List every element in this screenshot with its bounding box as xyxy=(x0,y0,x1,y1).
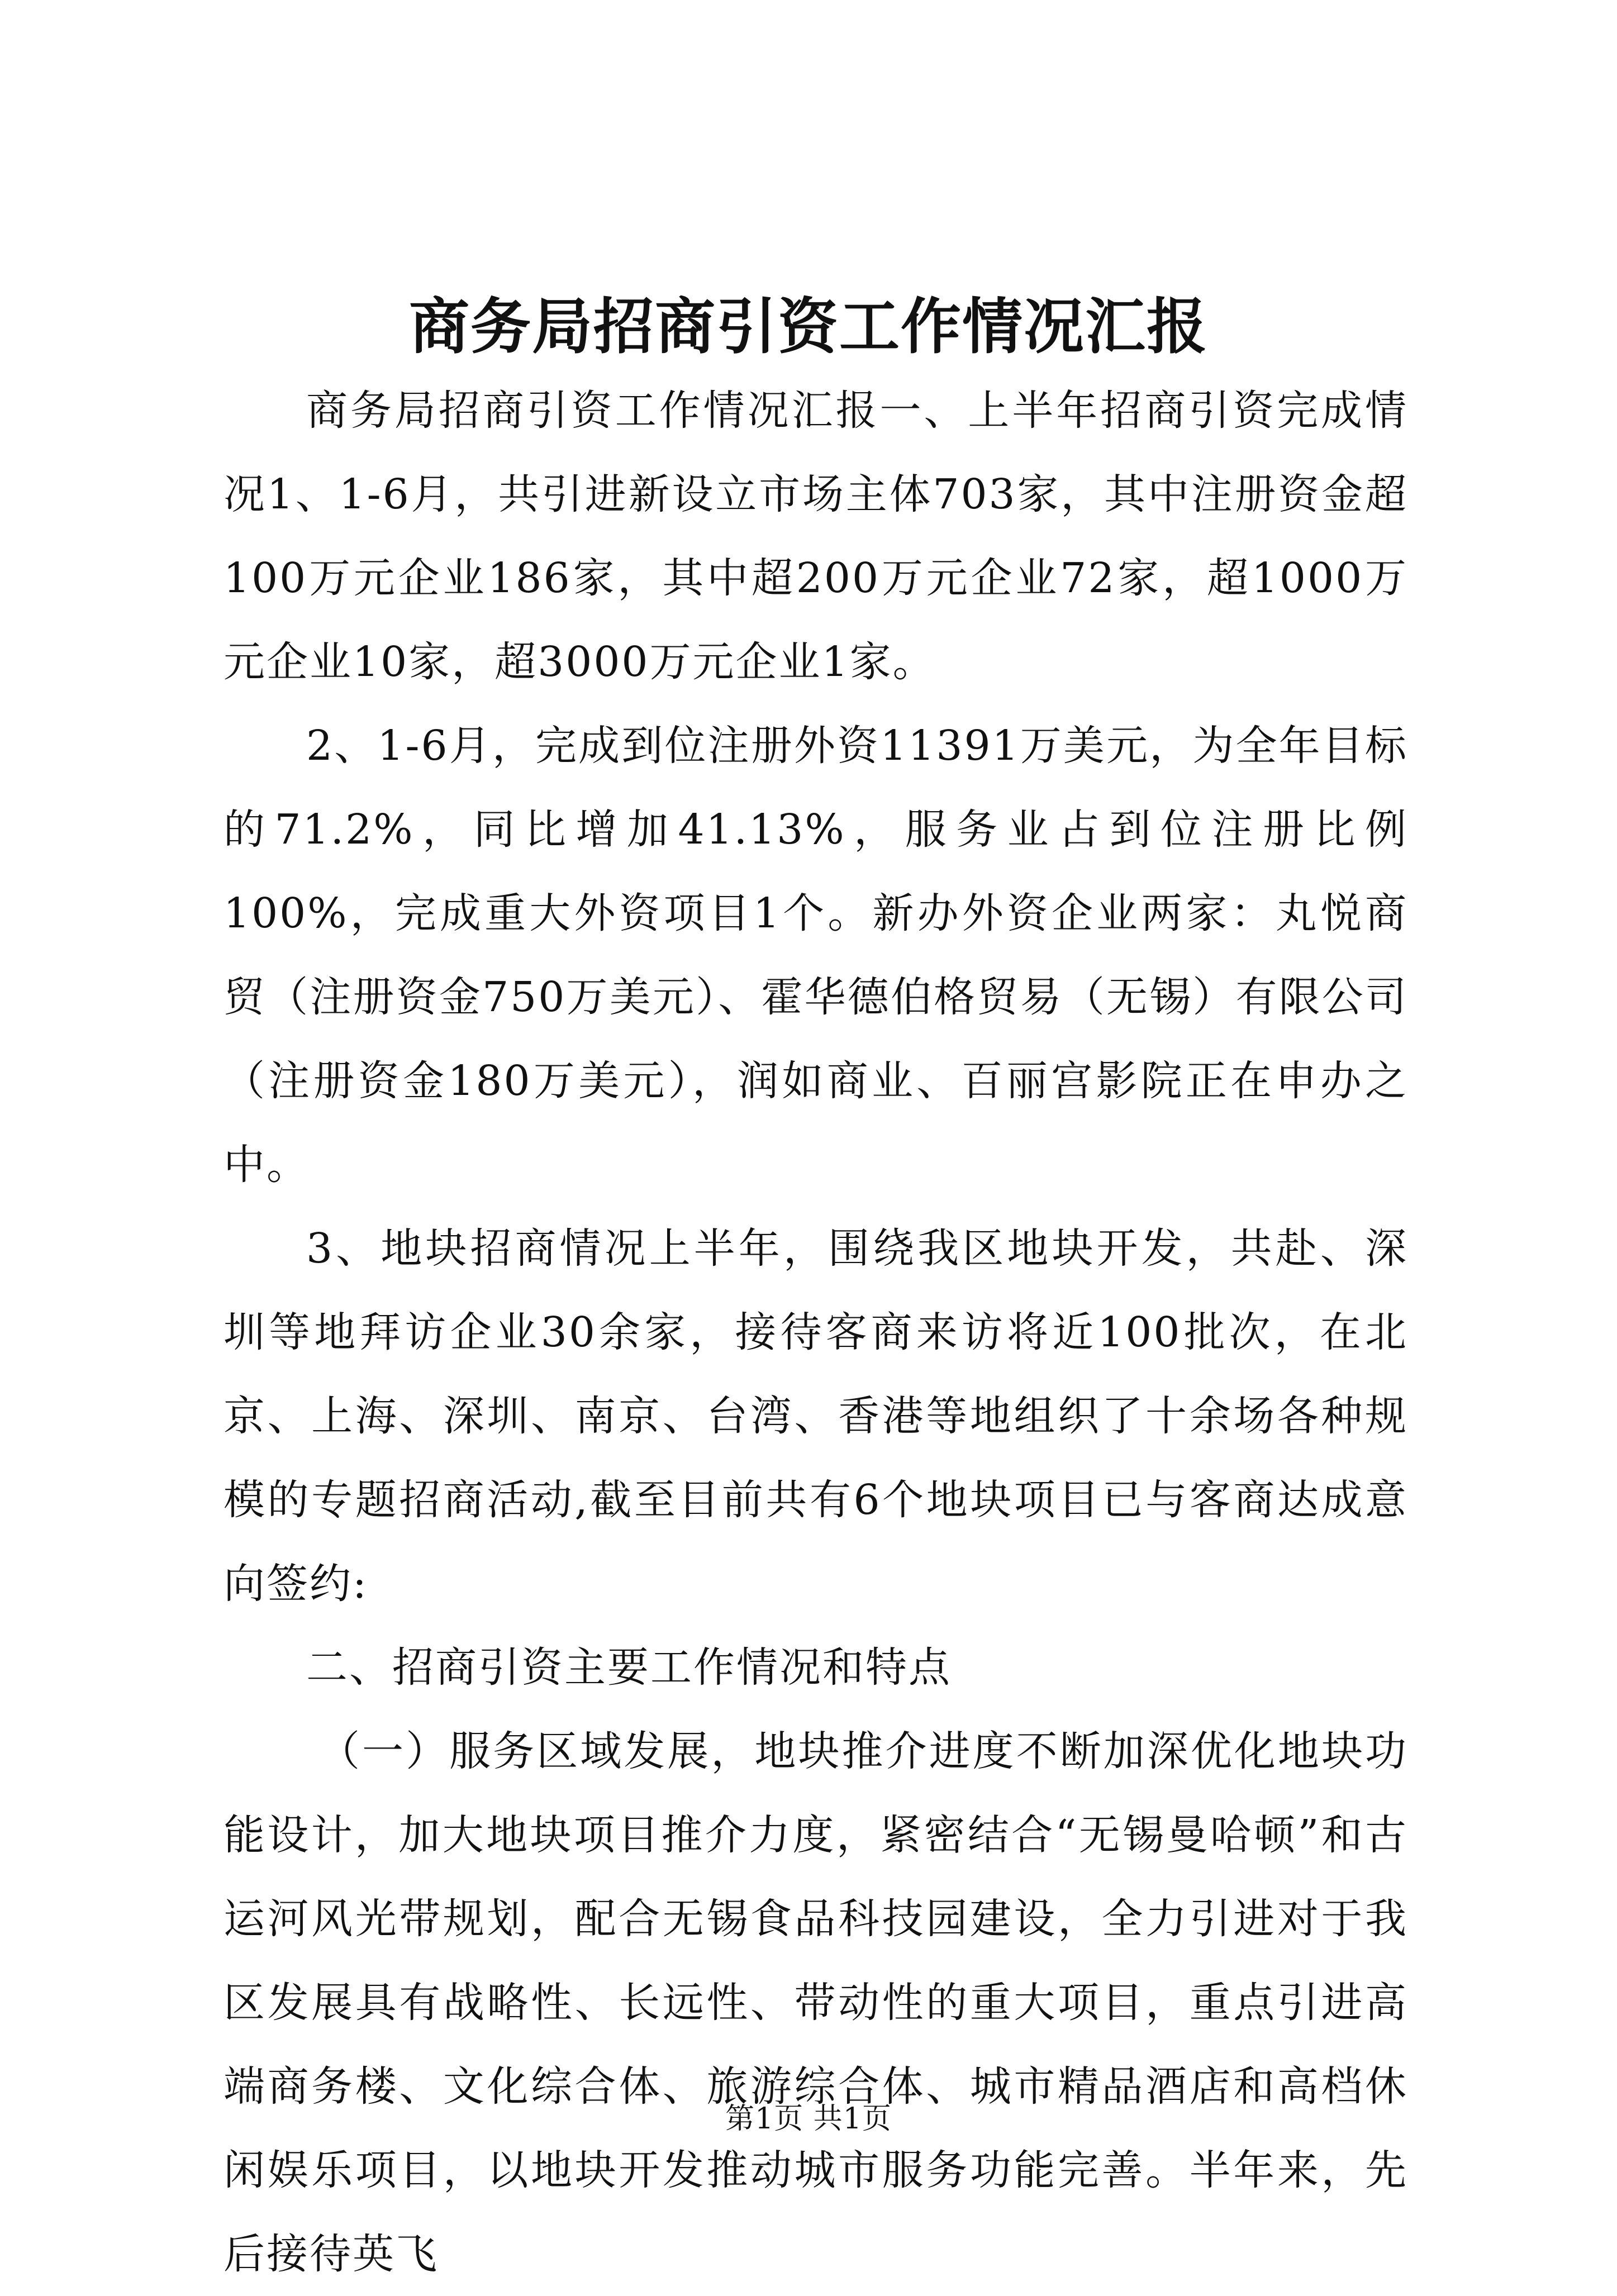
paragraph-3: 3、地块招商情况上半年，围绕我区地块开发，共赴、深圳等地拜访企业30余家，接待客商来访将近100批次，在北京、上海、深圳、南京、台湾、香港等地组织了十余场各种规模的专题招商活动,截至目前共有6个地块项目已与客商达成意向签约: xyxy=(223,1225,1408,1608)
paragraph-2: 2、1-6月，完成到位注册外资11391万美元，为全年目标的71.2%，同比增加41.13%，服务业占到位注册比例100%，完成重大外资项目1个。新办外资企业两家：丸悦商贸（注册资金750万美元）、霍华德伯格贸易（无锡）有限公司（注册资金180万美元），润如商业、百丽宫影院正在申办之中。 xyxy=(223,722,1408,1189)
document-title: 商务局招商引资工作情况汇报 xyxy=(408,292,1208,362)
paragraph-1: 商务局招商引资工作情况汇报一、上半年招商引资完成情况1、1-6月，共引进新设立市场主体703家，其中注册资金超100万元企业186家，其中超200万元企业72家，超1000万元企业10家，超3000万元企业1家。 xyxy=(223,387,1408,686)
document-body xyxy=(223,369,1408,2296)
section-heading-2: 二、招商引资主要工作情况和特点 xyxy=(306,1644,952,1692)
page-footer: 第1页 共1页 xyxy=(725,2102,892,2136)
paragraph-5: （一）服务区域发展，地块推介进度不断加深优化地块功能设计，加大地块项目推介力度，紧密结合“无锡曼哈顿”和古运河风光带规划，配合无锡食品科技园建设，全力引进对于我区发展具有战略性、长远性、带动性的重大项目，重点引进高端商务楼、文化综合体、旅游综合体、城市精品酒店和高档休闲娱乐项目，以地块开发推动城市服务功能完善。半年来，先后接待英飞 xyxy=(223,1727,1408,2278)
